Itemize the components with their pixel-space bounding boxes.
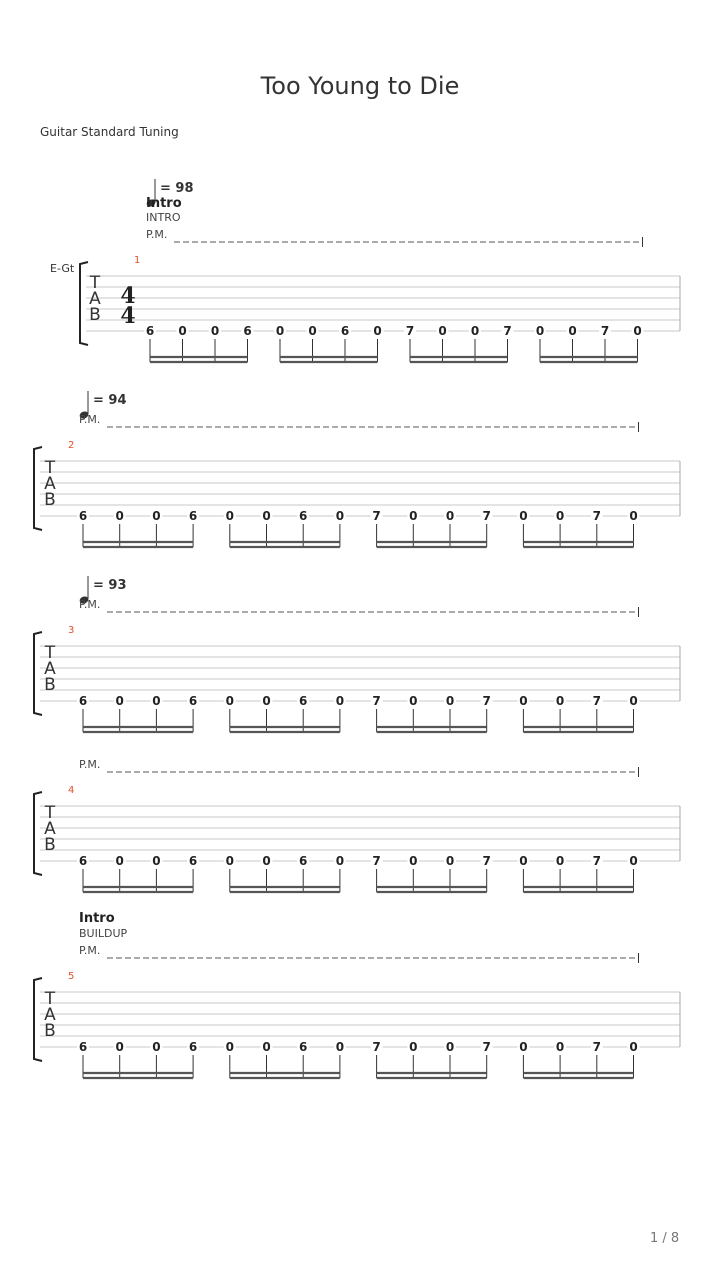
tab-clef-letter: A (44, 474, 56, 494)
fret-number: 0 (262, 509, 271, 523)
song-title: Too Young to Die (260, 72, 460, 100)
fret-number: 6 (78, 694, 88, 708)
page-indicator: 1 / 8 (650, 1231, 680, 1246)
fret-number: 0 (535, 324, 545, 338)
instrument-label: E-Gt (50, 262, 75, 275)
fret-number: 0 (633, 324, 642, 338)
fret-number: 6 (299, 509, 308, 523)
fret-number: 7 (592, 854, 601, 868)
fret-number: 0 (335, 1040, 345, 1054)
fret-number: 0 (115, 694, 124, 708)
fret-number: 0 (519, 1040, 528, 1054)
bar-number: 5 (68, 971, 75, 982)
tempo-marking: = 98 (160, 181, 194, 196)
fret-number: 6 (78, 1040, 88, 1054)
fret-number: 0 (115, 1040, 124, 1054)
fret-number: 0 (519, 694, 528, 708)
fret-number: 6 (188, 694, 198, 708)
fret-number: 0 (275, 324, 285, 338)
fret-number: 7 (405, 324, 415, 338)
bar-number: 3 (68, 625, 75, 636)
fret-number: 0 (335, 694, 345, 708)
tempo-marking: = 94 (93, 393, 127, 408)
section-text: BUILDUP (79, 927, 128, 940)
fret-number: 7 (482, 854, 491, 868)
fret-number: 0 (335, 509, 345, 523)
fret-number: 6 (188, 854, 198, 868)
fret-number: 0 (470, 324, 480, 338)
fret-number: 0 (115, 854, 124, 868)
tab-clef-letter: T (89, 273, 101, 293)
staff-bracket (34, 792, 42, 875)
fret-number: 7 (372, 854, 381, 868)
fret-number: 0 (335, 854, 345, 868)
fret-number: 7 (372, 694, 381, 708)
time-signature-top: 4 (120, 283, 136, 309)
fret-number: 7 (372, 509, 381, 523)
tempo-marking: = 93 (93, 578, 127, 593)
palm-mute-label: P.M. (79, 944, 101, 957)
fret-number: 0 (409, 854, 418, 868)
bar-number: 2 (68, 440, 75, 451)
fret-number: 6 (78, 854, 88, 868)
tab-clef-letter: B (44, 835, 56, 855)
fret-number: 0 (629, 694, 638, 708)
fret-number: 6 (145, 324, 155, 338)
staff-bracket (34, 632, 42, 715)
fret-number: 7 (592, 509, 601, 523)
fret-number: 7 (482, 509, 491, 523)
fret-number: 6 (340, 324, 350, 338)
tab-clef-letter: T (44, 458, 56, 478)
fret-number: 0 (225, 854, 234, 868)
fret-number: 0 (210, 324, 220, 338)
fret-number: 0 (115, 509, 124, 523)
fret-number: 0 (629, 1040, 638, 1054)
fret-number: 0 (409, 694, 418, 708)
tab-clef-letter: B (89, 305, 101, 325)
tab-clef-letter: B (44, 490, 56, 510)
tab-clef-letter: A (44, 819, 56, 839)
tab-clef-letter: T (44, 989, 56, 1009)
palm-mute-label: P.M. (79, 598, 101, 611)
staff-bracket (80, 262, 88, 345)
fret-number: 0 (152, 854, 161, 868)
fret-number: 0 (555, 509, 565, 523)
fret-number: 0 (445, 509, 455, 523)
fret-number: 0 (438, 324, 447, 338)
fret-number: 6 (299, 694, 308, 708)
fret-number: 0 (262, 694, 271, 708)
fret-number: 0 (225, 1040, 234, 1054)
section-text: INTRO (146, 211, 181, 224)
tuning-label: Guitar Standard Tuning (40, 125, 179, 139)
fret-number: 0 (373, 324, 382, 338)
fret-number: 0 (262, 1040, 271, 1054)
section-name: Intro (146, 196, 182, 211)
fret-number: 7 (600, 324, 610, 338)
tab-clef-letter: T (44, 643, 56, 663)
fret-number: 0 (629, 854, 638, 868)
fret-number: 0 (555, 854, 565, 868)
tab-clef-letter: A (89, 289, 101, 309)
fret-number: 0 (555, 694, 565, 708)
fret-number: 0 (555, 1040, 565, 1054)
fret-number: 0 (409, 1040, 418, 1054)
section-name: Intro (79, 911, 115, 926)
fret-number: 0 (519, 509, 528, 523)
bar-number: 1 (134, 255, 141, 266)
fret-number: 6 (243, 324, 252, 338)
staff-bracket (34, 978, 42, 1061)
fret-number: 0 (262, 854, 271, 868)
fret-number: 7 (482, 694, 491, 708)
fret-number: 6 (78, 509, 88, 523)
fret-number: 7 (592, 1040, 601, 1054)
fret-number: 0 (445, 694, 455, 708)
tab-clef-letter: B (44, 675, 56, 695)
palm-mute-label: P.M. (79, 413, 101, 426)
fret-number: 0 (409, 509, 418, 523)
fret-number: 6 (299, 1040, 308, 1054)
palm-mute-label: P.M. (79, 758, 101, 771)
fret-number: 7 (482, 1040, 491, 1054)
fret-number: 0 (519, 854, 528, 868)
fret-number: 0 (178, 324, 187, 338)
fret-number: 6 (188, 509, 198, 523)
fret-number: 0 (568, 324, 577, 338)
fret-number: 7 (592, 694, 601, 708)
staff-bracket (34, 447, 42, 530)
bar-number: 4 (68, 785, 75, 796)
fret-number: 7 (372, 1040, 381, 1054)
fret-number: 0 (152, 1040, 161, 1054)
fret-number: 0 (445, 1040, 455, 1054)
fret-number: 6 (299, 854, 308, 868)
fret-number: 0 (225, 509, 234, 523)
fret-number: 0 (225, 694, 234, 708)
tab-clef-letter: A (44, 1005, 56, 1025)
tab-clef-letter: T (44, 803, 56, 823)
fret-number: 0 (152, 694, 161, 708)
fret-number: 7 (503, 324, 512, 338)
time-signature-bottom: 4 (120, 303, 136, 329)
fret-number: 0 (152, 509, 161, 523)
fret-number: 0 (445, 854, 455, 868)
fret-number: 6 (188, 1040, 198, 1054)
tab-clef-letter: B (44, 1021, 56, 1041)
palm-mute-label: P.M. (146, 228, 168, 241)
fret-number: 0 (308, 324, 317, 338)
fret-number: 0 (629, 509, 638, 523)
tab-clef-letter: A (44, 659, 56, 679)
